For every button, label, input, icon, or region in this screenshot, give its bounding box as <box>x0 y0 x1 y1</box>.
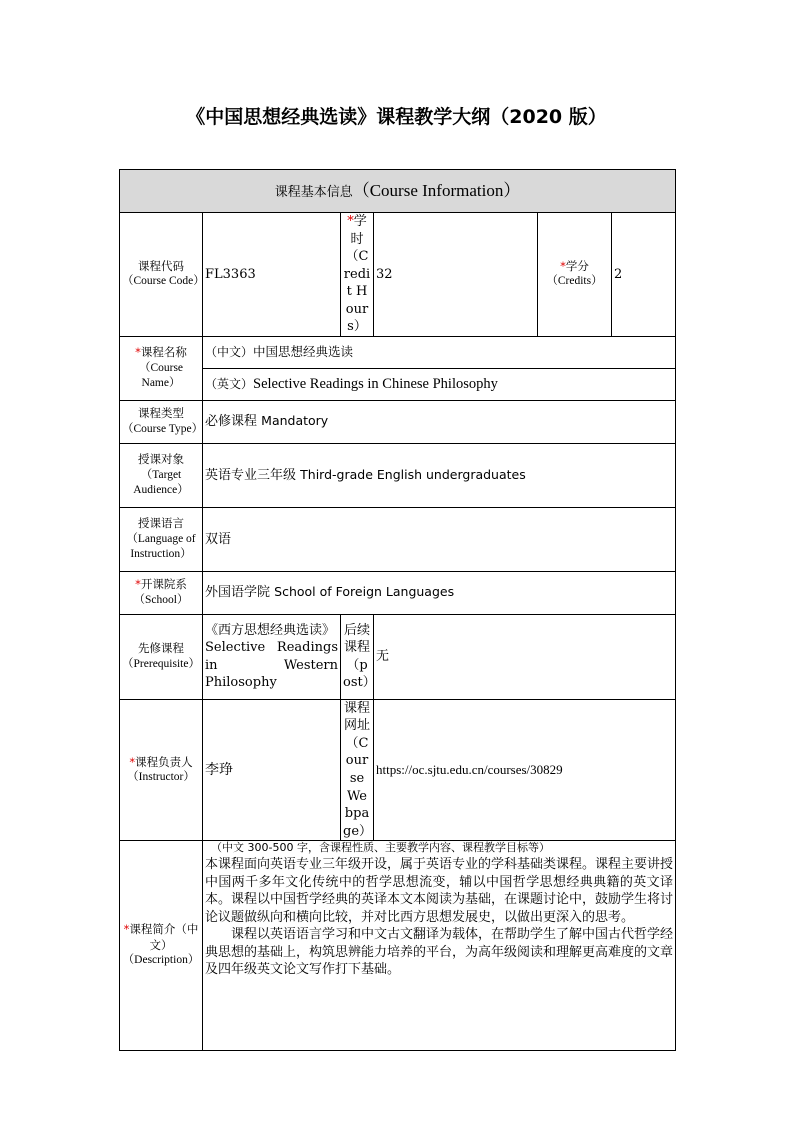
post-course-label: 后续课程 （post） <box>341 614 374 699</box>
audience-label: 授课对象 （Target Audience） <box>120 443 203 507</box>
webpage-label: 课程网址 （Course Webpage） <box>341 699 374 840</box>
course-code-value: FL3363 <box>203 213 341 337</box>
instructor-label: *课程负责人 （Instructor） <box>120 699 203 840</box>
course-name-zh: （中文）中国思想经典选读 <box>203 336 676 368</box>
section-header-en: （Course Information） <box>352 180 521 200</box>
credits-value: 2 <box>612 213 676 337</box>
description-note: （中文 300-500 字，含课程性质、主要教学内容、课程教学目标等） <box>211 841 550 855</box>
course-info-table <box>119 169 676 1051</box>
instructor-value: 李琤 <box>203 699 341 840</box>
school-label: *开课院系 （School） <box>120 571 203 614</box>
section-header <box>120 170 676 213</box>
description-paragraph: 课程以英语语言学习和中文古文翻译为载体，在帮助学生了解中国古代哲学经典思想的基础上，构筑思辨能力培养的平台，为高年级阅读和理解更高难度的文章及四年级英文论文写作打下基础。 <box>205 927 674 978</box>
webpage-link[interactable]: https://oc.sjtu.edu.cn/courses/30829 <box>374 699 676 840</box>
prerequisite-value: 《西方思想经典选读》 Selective Readings in Western Philosophy <box>203 614 341 699</box>
section-header-zh: 课程基本信息 <box>274 184 353 200</box>
language-value: 双语 <box>203 507 676 571</box>
credits-label: *学分 （Credits） <box>538 213 612 337</box>
course-name-label: *课程名称 （Course Name） <box>120 336 203 400</box>
credit-hours-label: *学时 （Credit Hours） <box>341 213 374 337</box>
description-paragraph: 本课程面向英语专业三年级开设，属于英语专业的学科基础类课程。课程主要讲授中国两千多年文化传统中的哲学思想流变，辅以中国哲学思想经典典籍的英文译本。课程以中国哲学经典的英译本文本阅读为基础，在课题讨论中，鼓励学生将讨论议题做纵向和横向比较，并对比西方思想发展史，以做出更深入的思考。 <box>205 857 674 925</box>
document-title: 《中国思想经典选读》课程教学大纲（2020 版） <box>186 106 607 128</box>
audience-value: 英语专业三年级 Third-grade English undergraduates <box>203 443 676 507</box>
prerequisite-label: 先修课程 （Prerequisite） <box>120 614 203 699</box>
course-name-en: （英文）Selective Readings in Chinese Philosophy <box>203 368 676 400</box>
language-label: 授课语言 （Language of Instruction） <box>120 507 203 571</box>
course-type-label: 课程类型 （Course Type） <box>120 400 203 443</box>
course-code-label: 课程代码 （Course Code） <box>120 213 203 337</box>
credit-hours-value: 32 <box>374 213 538 337</box>
description-value <box>203 841 676 1051</box>
description-label: *课程简介（中文） （Description） <box>120 841 203 1051</box>
course-type-value: 必修课程 Mandatory <box>203 400 676 443</box>
post-course-value: 无 <box>374 614 676 699</box>
school-value: 外国语学院 School of Foreign Languages <box>203 571 676 614</box>
